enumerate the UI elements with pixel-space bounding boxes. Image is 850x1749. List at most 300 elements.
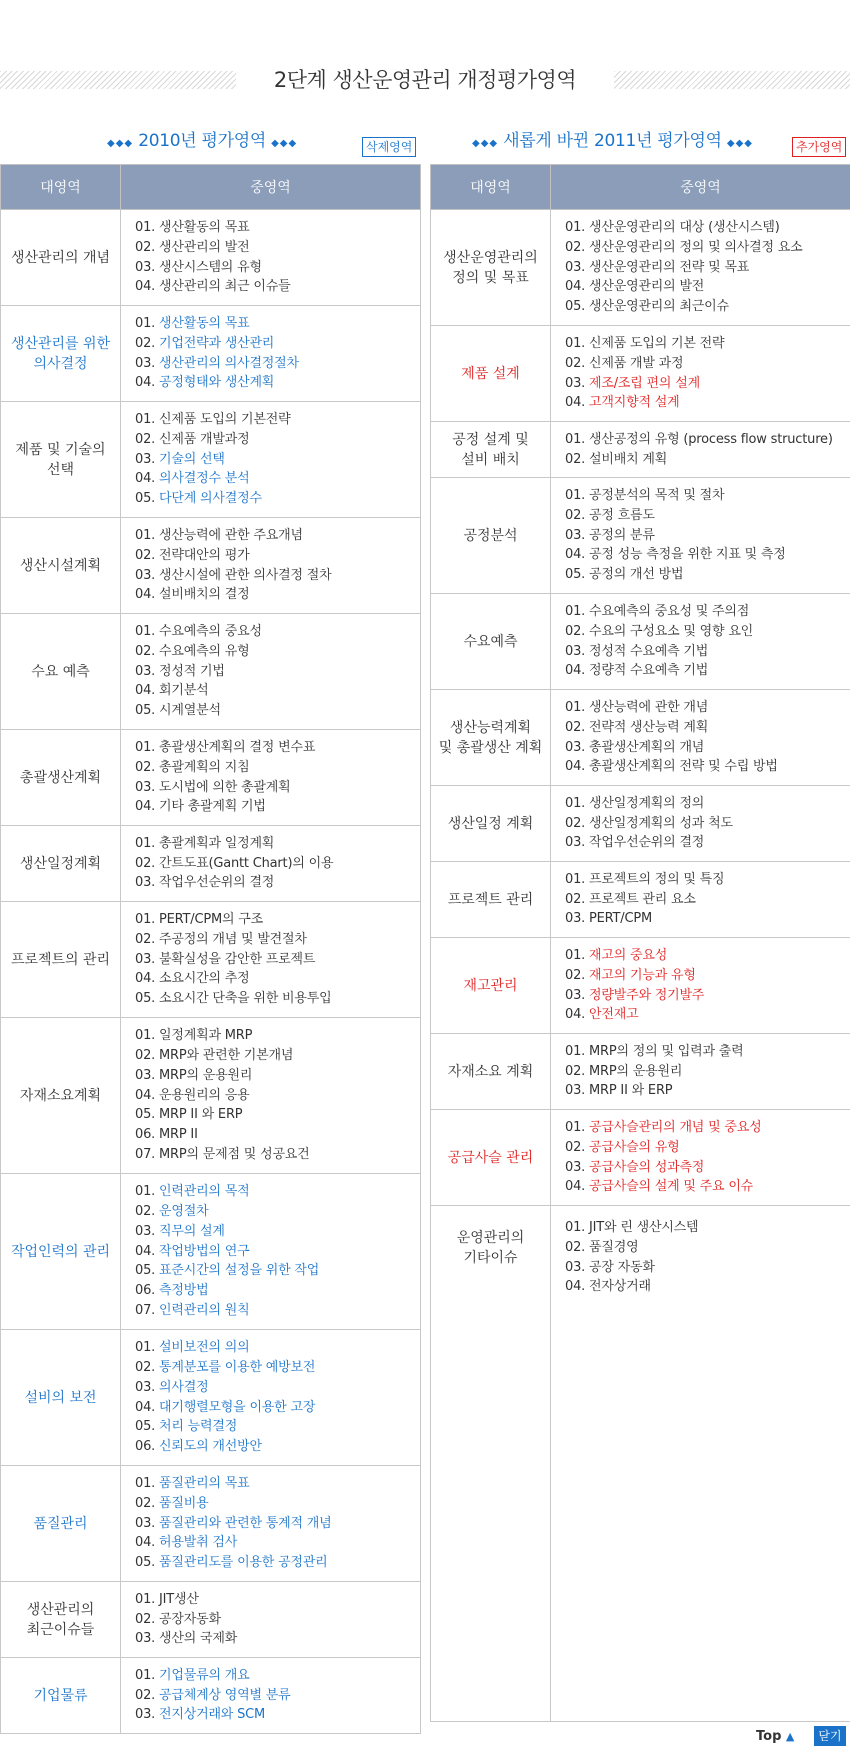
list-item [121, 314, 420, 334]
item-number: 04. [135, 1243, 156, 1259]
list-item [121, 218, 420, 238]
list-item [551, 1277, 850, 1297]
major-area-cell: 수요예측 [431, 594, 551, 690]
list-item [551, 277, 850, 297]
item-text: 설비배치 계획 [589, 451, 668, 467]
item-text: 고객지향적 설계 [589, 395, 680, 411]
item-text: 정량발주와 정기발주 [589, 987, 705, 1003]
item-number: 01. [565, 1119, 586, 1135]
list-item [551, 602, 850, 622]
list-item [121, 1202, 420, 1222]
item-number: 01. [135, 1028, 156, 1044]
item-number: 02. [565, 815, 586, 831]
list-item [551, 1081, 850, 1101]
item-number: 02. [565, 507, 586, 523]
item-text: 생산시설에 관한 의사결정 절차 [159, 567, 332, 583]
item-text: 생산의 국제화 [159, 1631, 238, 1647]
minor-area-cell [121, 1174, 421, 1330]
major-area-cell: 생산시설계획 [1, 518, 121, 614]
item-text: 생산관리의 발전 [159, 239, 250, 255]
minor-area-cell [121, 210, 421, 306]
list-item [121, 1338, 420, 1358]
major-area-cell: 프로젝트의 관리 [1, 902, 121, 1018]
list-item [121, 450, 420, 470]
item-text: 공장자동화 [159, 1611, 221, 1627]
item-text: MRP의 문제점 및 성공요건 [159, 1146, 310, 1162]
list-item [121, 1417, 420, 1437]
page-title-row [0, 64, 850, 96]
list-item [551, 486, 850, 506]
list-item [551, 526, 850, 546]
item-text: 신제품 도입의 기본전략 [159, 412, 291, 427]
item-number: 04. [565, 759, 586, 775]
table-row [431, 862, 850, 938]
item-number: 02. [135, 1359, 156, 1375]
item-text: 전자상거래 [589, 1279, 651, 1295]
item-number: 04. [135, 683, 156, 699]
minor-area-cell [551, 478, 850, 594]
item-number: 04. [135, 375, 156, 391]
item-number: 02. [565, 623, 586, 639]
table-row [1, 902, 421, 1018]
major-area-cell: 생산관리의 개념 [1, 210, 121, 306]
item-text: 대기행렬모형을 이용한 고장 [159, 1399, 316, 1415]
item-number: 02. [135, 855, 156, 871]
item-text: 기타 총괄계획 기법 [159, 799, 266, 815]
list-item [551, 1005, 850, 1025]
item-number: 03. [565, 911, 586, 927]
list-item [551, 698, 850, 718]
major-area-cell: 기업물류 [1, 1658, 121, 1734]
list-item [121, 1610, 420, 1630]
item-text: 품질관리도를 이용한 공정관리 [159, 1555, 328, 1571]
title-decoration-right [614, 71, 850, 89]
item-number: 01. [565, 603, 586, 619]
list-item [551, 738, 850, 758]
list-item [121, 1629, 420, 1649]
column-header-minor: 중영역 [551, 165, 850, 210]
item-text: 운영절차 [159, 1204, 209, 1219]
item-number: 05. [565, 299, 586, 315]
major-area-cell: 품질관리 [1, 1466, 121, 1582]
list-item [121, 873, 420, 893]
item-text: 일정계획과 MRP [159, 1028, 253, 1044]
deleted-area-badge: 삭제영역 [362, 137, 416, 157]
item-text: PERT/CPM [589, 911, 653, 927]
diamond-icon: ◆◆◆ [472, 138, 499, 149]
list-item [551, 506, 850, 526]
item-text: 다단계 의사결정수 [159, 491, 262, 507]
item-text: 공급사슬관리의 개념 및 중요성 [589, 1119, 762, 1135]
minor-area-cell [551, 1206, 850, 1722]
minor-area-cell [551, 862, 850, 938]
item-number: 01. [565, 1043, 586, 1059]
column-header-minor: 중영역 [121, 165, 421, 210]
list-item [121, 277, 420, 297]
list-item [551, 642, 850, 662]
item-text: 측정방법 [159, 1283, 209, 1299]
left-table-body [1, 210, 421, 1734]
minor-area-cell [121, 826, 421, 902]
top-link[interactable] [756, 1729, 794, 1744]
list-item [551, 354, 850, 374]
close-button[interactable]: 닫기 [814, 1726, 846, 1746]
table-row [431, 326, 850, 422]
item-text: 작업우선순위의 결정 [159, 875, 275, 891]
item-number: 04. [135, 799, 156, 815]
list-item [121, 1437, 420, 1457]
item-text: 품질관리와 관련한 통계적 개념 [159, 1515, 332, 1531]
item-text: 프로젝트 관리 요소 [589, 891, 696, 907]
list-item [121, 1066, 420, 1086]
item-text: 공정의 분류 [589, 527, 655, 543]
item-number: 01. [565, 871, 586, 887]
minor-area-cell [551, 1110, 850, 1206]
item-text: 수요예측의 중요성 및 주의점 [589, 603, 750, 619]
list-item [551, 374, 850, 394]
list-item [121, 1686, 420, 1706]
list-item [121, 258, 420, 278]
item-text: 총괄생산계획의 전략 및 수립 방법 [589, 759, 778, 775]
list-item [121, 1301, 420, 1321]
minor-area-cell [121, 1330, 421, 1466]
minor-area-cell [551, 786, 850, 862]
item-text: 설비배치의 결정 [159, 587, 250, 603]
item-number: 01. [135, 412, 156, 427]
item-number: 02. [135, 1687, 156, 1703]
item-number: 02. [135, 759, 156, 775]
item-text: 신뢰도의 개선방안 [159, 1439, 262, 1455]
item-number: 04. [135, 587, 156, 603]
item-text: 생산운영관리의 발전 [589, 279, 705, 295]
item-number: 03. [135, 779, 156, 795]
item-text: 공장 자동화 [589, 1259, 655, 1275]
item-number: 01. [135, 835, 156, 851]
item-text: 총괄생산계획의 개념 [589, 739, 705, 755]
item-number: 02. [135, 931, 156, 947]
table-row [1, 826, 421, 902]
item-text: 품질관리의 목표 [159, 1476, 250, 1491]
table-row [431, 786, 850, 862]
table-row [431, 1110, 850, 1206]
item-text: 간트도표(Gantt Chart)의 이용 [159, 855, 334, 871]
list-item [121, 778, 420, 798]
table-row [1, 1018, 421, 1174]
item-number: 03. [135, 1515, 156, 1531]
added-area-badge: 추가영역 [792, 137, 846, 157]
item-text: 수요의 구성요소 및 영향 요인 [589, 623, 754, 639]
minor-area-cell [121, 1582, 421, 1658]
list-item [121, 989, 420, 1009]
item-number: 03. [135, 951, 156, 967]
item-number: 02. [135, 1048, 156, 1063]
item-number: 01. [135, 219, 156, 235]
item-text: 처리 능력결정 [159, 1419, 238, 1435]
item-text: 공정 성능 측정을 위한 지표 및 측정 [589, 547, 786, 563]
list-item [121, 854, 420, 874]
table-row [1, 1658, 421, 1734]
list-item [121, 1046, 420, 1066]
list-item [121, 238, 420, 258]
item-text: 인력관리의 목적 [159, 1184, 250, 1200]
minor-area-cell [551, 1034, 850, 1110]
right-section-heading [428, 124, 850, 164]
item-number: 02. [135, 1611, 156, 1627]
item-number: 02. [135, 643, 156, 659]
list-item [551, 661, 850, 681]
item-number: 03. [135, 355, 156, 371]
list-item [121, 622, 420, 642]
item-text: 소요시간의 추정 [159, 971, 250, 987]
right-table-body [431, 210, 850, 1722]
list-item [121, 1705, 420, 1725]
list-item [121, 373, 420, 393]
item-number: 03. [135, 1631, 156, 1647]
item-number: 04. [135, 1399, 156, 1415]
list-item [551, 833, 850, 853]
table-row [1, 210, 421, 306]
item-text: 안전재고 [589, 1007, 639, 1023]
major-area-cell: 작업인력의 관리 [1, 1174, 121, 1330]
item-text: 의사결정 [159, 1379, 209, 1395]
item-number: 01. [565, 220, 586, 235]
item-number: 01. [135, 739, 156, 755]
list-item [121, 546, 420, 566]
item-text: 전략적 생산능력 계획 [589, 719, 709, 735]
major-area-cell: 운영관리의 기타이슈 [431, 1206, 551, 1722]
item-number: 02. [565, 891, 586, 907]
item-number: 03. [135, 1379, 156, 1395]
minor-area-cell [551, 938, 850, 1034]
right-evaluation-table [430, 164, 850, 1722]
item-text: 재고의 기능과 유형 [589, 967, 696, 983]
item-text: 정성적 수요예측 기법 [589, 643, 709, 659]
minor-area-cell [551, 594, 850, 690]
item-number: 06. [135, 1127, 156, 1143]
item-text: 공정 흐름도 [589, 507, 655, 523]
major-area-cell: 프로젝트 관리 [431, 862, 551, 938]
item-text: 신제품 도입의 기본 전략 [589, 335, 725, 351]
item-number: 01. [135, 1667, 156, 1683]
item-text: 생산관리의 의사결정절차 [159, 355, 299, 371]
item-number: 03. [565, 739, 586, 755]
item-text: 작업방법의 연구 [159, 1243, 250, 1259]
item-text: 정성적 기법 [159, 663, 225, 679]
column-header-major: 대영역 [431, 165, 551, 210]
item-text: MRP II [159, 1127, 198, 1143]
major-area-cell: 생산일정계획 [1, 826, 121, 902]
table-row [431, 938, 850, 1034]
list-item [121, 354, 420, 374]
list-item [551, 1218, 850, 1238]
item-number: 03. [135, 663, 156, 679]
item-text: MRP의 운용원리 [159, 1067, 253, 1083]
list-item [121, 930, 420, 950]
list-item [551, 238, 850, 258]
list-item [551, 870, 850, 890]
column-header-major: 대영역 [1, 165, 121, 210]
right-section-title [472, 124, 753, 161]
major-area-cell: 생산능력계획 및 총괄생산 계획 [431, 690, 551, 786]
major-area-cell: 재고관리 [431, 938, 551, 1034]
item-number: 02. [565, 239, 586, 255]
left-evaluation-table [0, 164, 421, 1734]
item-text: 의사결정수 분석 [159, 471, 250, 487]
list-item [551, 393, 850, 413]
diamond-icon: ◆◆◆ [726, 138, 753, 149]
item-text: 전지상거래와 SCM [159, 1707, 266, 1723]
item-text: 인력관리의 원칙 [159, 1302, 250, 1318]
list-item [121, 681, 420, 701]
item-number: 01. [135, 1340, 156, 1356]
item-text: 기업전략과 생산관리 [159, 335, 275, 351]
list-item [121, 410, 420, 430]
list-item [121, 1398, 420, 1418]
major-area-cell: 공정 설계 및 설비 배치 [431, 422, 551, 478]
item-number: 02. [135, 335, 156, 351]
list-item [551, 1062, 850, 1082]
item-number: 04. [565, 1179, 586, 1195]
item-number: 01. [135, 1476, 156, 1491]
item-number: 02. [135, 547, 156, 563]
list-item [121, 642, 420, 662]
list-item [121, 1182, 420, 1202]
list-item [551, 966, 850, 986]
item-text: 재고의 중요성 [589, 947, 668, 963]
item-number: 03. [565, 375, 586, 391]
list-item [121, 489, 420, 509]
major-area-cell: 자재소요계획 [1, 1018, 121, 1174]
list-item [121, 738, 420, 758]
list-item [121, 797, 420, 817]
list-item [551, 565, 850, 585]
item-text: PERT/CPM의 구조 [159, 912, 264, 927]
list-item [551, 218, 850, 238]
item-number: 01. [565, 795, 586, 811]
item-number: 04. [135, 471, 156, 487]
list-item [551, 814, 850, 834]
list-item [121, 1666, 420, 1686]
item-number: 01. [135, 624, 156, 639]
item-text: 도시법에 의한 총괄계획 [159, 779, 291, 795]
list-item [121, 1281, 420, 1301]
list-item [551, 334, 850, 354]
top-link-label: Top [756, 1729, 782, 1744]
minor-area-cell [121, 306, 421, 402]
left-heading-text: 2010년 평가영역 [138, 131, 266, 151]
table-row [431, 1206, 850, 1722]
title-decoration-left [0, 71, 236, 89]
major-area-cell: 공정분석 [431, 478, 551, 594]
list-item [121, 1590, 420, 1610]
table-header-row [431, 165, 850, 210]
item-number: 03. [135, 451, 156, 467]
item-number: 03. [565, 1159, 586, 1175]
list-item [551, 757, 850, 777]
item-text: 생산시스템의 유형 [159, 259, 262, 275]
item-number: 05. [135, 491, 156, 507]
item-number: 03. [565, 527, 586, 543]
item-number: 05. [135, 1263, 156, 1279]
item-number: 03. [135, 567, 156, 583]
item-text: 생산공정의 유형 (process flow structure) [589, 431, 833, 447]
item-text: MRP II 와 ERP [589, 1083, 673, 1099]
item-number: 07. [135, 1146, 156, 1162]
item-number: 02. [565, 1063, 586, 1079]
item-text: JIT와 린 생산시스템 [589, 1220, 699, 1235]
minor-area-cell [551, 210, 850, 326]
item-text: 소요시간 단축을 위한 비용투입 [159, 991, 332, 1007]
item-text: 생산운영관리의 대상 (생산시스템) [589, 220, 780, 235]
major-area-cell: 자재소요 계획 [431, 1034, 551, 1110]
item-number: 07. [135, 1302, 156, 1318]
list-item [121, 662, 420, 682]
list-item [121, 1222, 420, 1242]
list-item [121, 1378, 420, 1398]
item-text: 생산운영관리의 정의 및 의사결정 요소 [589, 239, 803, 255]
item-text: 공정형태와 생산계획 [159, 375, 275, 391]
item-text: 생산운영관리의 최근이슈 [589, 299, 729, 315]
list-item [121, 1514, 420, 1534]
list-item [121, 1494, 420, 1514]
list-item [121, 1533, 420, 1553]
table-row [431, 422, 850, 478]
item-number: 02. [135, 239, 156, 255]
table-row [1, 730, 421, 826]
item-text: 총괄계획과 일정계획 [159, 835, 275, 851]
item-number: 04. [135, 279, 156, 295]
item-text: 공급체계상 영역별 분류 [159, 1687, 291, 1703]
item-text: 전략대안의 평가 [159, 547, 250, 563]
item-number: 03. [135, 259, 156, 275]
list-item [551, 718, 850, 738]
table-row [431, 594, 850, 690]
item-text: 공정의 개선 방법 [589, 567, 684, 583]
item-number: 03. [135, 1067, 156, 1083]
item-number: 01. [135, 1184, 156, 1200]
item-number: 01. [565, 947, 586, 963]
item-text: 신제품 개발과정 [159, 431, 250, 447]
list-item [551, 297, 850, 317]
left-section-title [107, 124, 297, 161]
major-area-cell: 공급사슬 관리 [431, 1110, 551, 1206]
list-item [121, 526, 420, 546]
item-number: 01. [135, 912, 156, 927]
item-text: 공급사슬의 유형 [589, 1139, 680, 1155]
list-item [551, 1238, 850, 1258]
item-text: 총괄생산계획의 결정 변수표 [159, 739, 316, 755]
item-number: 03. [135, 875, 156, 891]
item-number: 03. [565, 987, 586, 1003]
item-number: 02. [565, 967, 586, 983]
item-text: 프로젝트의 정의 및 특징 [589, 871, 725, 887]
item-number: 02. [135, 1495, 156, 1511]
list-item [551, 946, 850, 966]
list-item [121, 969, 420, 989]
item-text: 시계열분석 [159, 703, 221, 719]
item-text: 생산관리의 최근 이슈들 [159, 279, 291, 295]
list-item [121, 701, 420, 721]
item-text: MRP의 정의 및 입력과 출력 [589, 1043, 744, 1059]
item-number: 02. [135, 431, 156, 447]
item-number: 02. [565, 719, 586, 735]
list-item [121, 1261, 420, 1281]
list-item [121, 758, 420, 778]
item-text: 기술의 선택 [159, 451, 225, 467]
item-number: 02. [135, 1204, 156, 1219]
list-item [551, 1118, 850, 1138]
item-number: 04. [565, 1279, 586, 1295]
